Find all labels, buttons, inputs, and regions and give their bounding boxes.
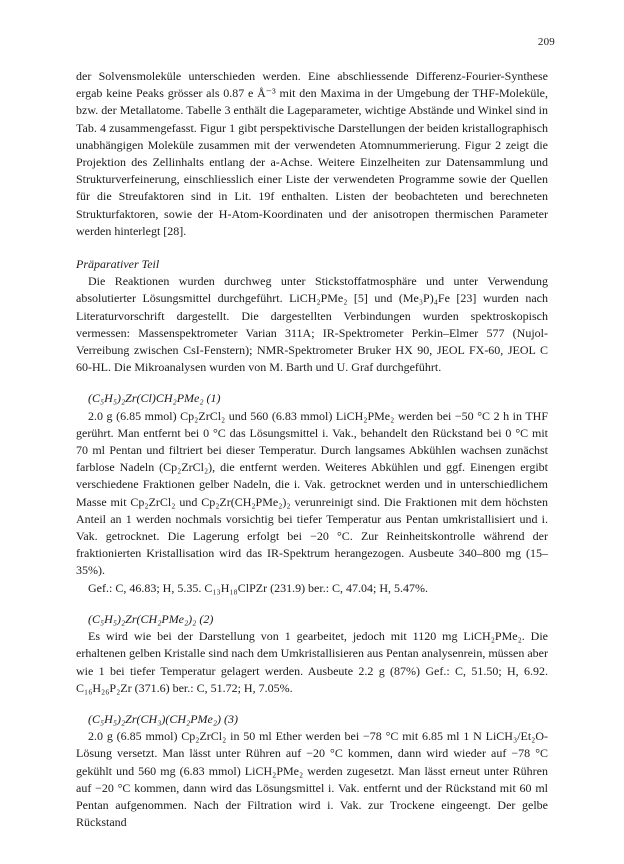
compound-3-procedure: 2.0 g (6.85 mmol) Cp₂ZrCl₂ in 50 ml Ether werden bei −78 °C mit 6.85 ml 1 N LiCH₃/Et₂O-Lösung versetzt. Man lässt unter Rühren auf −20 °C kommen, dann wird wieder auf −78 °C gekühlt und 560 mg (6.83 mmol) LiCH₂PMe₂ werden zugesetzt. Man lässt erneut unter Rühren auf −20 °C kommen, dann wird das Lösungsmittel i. Vak. entfernt und der Rückstand mit 60 ml Pentan aufgenommen. Nach der Filtration wird i. Vak. zur Trockene eingeengt. Der gelbe Rückstand xyxy=(76,729,548,830)
compound-1-analysis: Gef.: C, 46.83; H, 5.35. C₁₃H₁₈ClPZr (231.9) ber.: C, 47.04; H, 5.47%. xyxy=(88,580,429,595)
page-body xyxy=(76,68,548,831)
compound-2-heading: (C₅H₅)₂Zr(CH₂PMe₂)₂ (2) xyxy=(88,611,214,626)
section-heading-praeparativer-teil: Präparativer Teil xyxy=(76,257,160,272)
intro-paragraph: der Solvensmoleküle unterschieden werden. Eine abschliessende Differenz-Fourier-Synthese ergab keine Peaks grösser als 0.87 e Å⁻³ mit den Maxima in der Umgebung der THF-Moleküle, bzw. der Metallatome. Tabelle 3 enthält die Lageparameter, wichtige Abstände und Winkel sind in Tab. 4 zusammengefasst. Figur 1 gibt perspektivische Darstellungen der beiden kristallographisch unabhängigen Moleküle zusammen mit der verwendeten Atomnummerierung. Figur 2 zeigt die Projektion des Zellinhalts entlang der a-Achse. Weitere Einzelheiten zur Datensammlung und Strukturverfeinerung, einschliesslich einer Liste der verwendeten Programme sowie der Quellen für die Streufaktoren sind in Lit. 19f enthalten. Listen der beobachteten und berechneten Strukturfaktoren, sowie der H-Atom-Koordinaten und der anisotropen thermischen Parameter werden hinterlegt [28]. xyxy=(76,69,548,238)
compound-3-heading: (C₅H₅)₂Zr(CH₃)(CH₂PMe₂) (3) xyxy=(88,711,239,726)
compound-1-heading: (C₅H₅)₂Zr(Cl)CH₂PMe₂ (1) xyxy=(88,391,221,406)
page-number: 209 xyxy=(537,36,555,48)
compound-2-procedure: Es wird wie bei der Darstellung von 1 gearbeitet, jedoch mit 1120 mg LiCH₂PMe₂. Die erhaltenen gelben Kristalle sind nach dem Umkristallisieren aus Pentan analysenrein, müssen aber wie 1 bei tiefer Temperatur gelagert werden. Ausbeute 2.2 g (87%) Gef.: C, 51.50; H, 6.92. C₁₆H₂₆P₂Zr (371.6) ber.: C, 51.72; H, 7.05%. xyxy=(76,629,548,695)
preparative-paragraph: Die Reaktionen wurden durchweg unter Stickstoffatmosphäre und unter Verwendung absolutierter Lösungsmittel durchgeführt. LiCH₂PMe₂ [5] und (Me₃P)₄Fe [23] wurden nach Literaturvorschrift dargestellt. Die dargestellten Verbindungen wurden spektroskopisch vermessen: Massenspektrometer Varian 311A; IR-Spektrometer Perkin–Elmer 577 (Nujol-Verreibung zwischen CsI-Fenstern); NMR-Spektrometer Bruker HX 90, JEOL FX-60, JEOL C 60-HL. Die Mikroanalysen wurden von M. Barth und U. Graf durchgeführt. xyxy=(76,274,548,375)
compound-1-procedure: 2.0 g (6.85 mmol) Cp₂ZrCl₂ und 560 (6.83 mmol) LiCH₂PMe₂ werden bei −50 °C 2 h in THF gerührt. Man entfernt bei 0 °C das Lösungsmittel i. Vak., behandelt den Rückstand bei 0 °C mit 70 ml Pentan und filtriert bei dieser Temperatur. Durch langsames Abkühlen wachsen zunächst farblose Nadeln (Cp₂ZrCl₂), die entfernt werden. Weiteres Abkühlen und ggf. Einengen ergibt verschiedene Fraktionen gelber Nadeln, die i. Vak. getrocknet werden und in unterschiedlichem Masse mit Cp₂ZrCl₂ und Cp₂Zr(CH₂PMe₂)₂ verunreinigt sind. Die Fraktionen mit dem höchsten Anteil an 1 werden nochmals vorsichtig bei tiefer Temperatur aus Pentan umkristallisiert und i. Vak. getrocknet. Die Lagerung erfolgt bei −20 °C. Zur Reinheitskontrolle während der fraktionierten Kristallisation wird das IR-Spektrum herangezogen. Ausbeute 340–800 mg (15–35%). xyxy=(76,408,548,578)
